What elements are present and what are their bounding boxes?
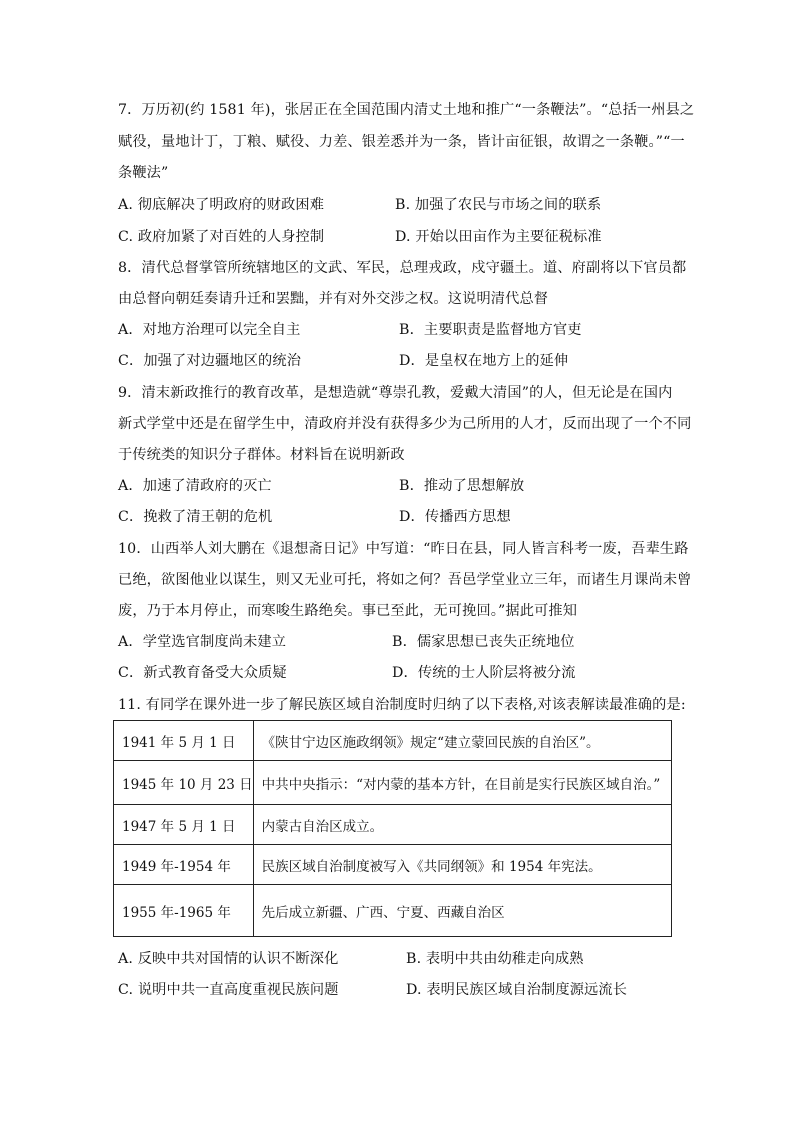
q9-option-c: C．挽救了清王朝的危机	[118, 509, 273, 525]
q7-option-a: A. 彻底解决了明政府的财政困难	[118, 197, 325, 213]
table-row	[114, 845, 672, 885]
q11-option-c: C. 说明中共一直高度重视民族问题	[118, 982, 339, 998]
table-row	[114, 885, 672, 937]
table-cell-date: 1955 年-1965 年	[114, 885, 254, 937]
q7-option-c: C. 政府加紧了对百姓的人身控制	[118, 229, 325, 245]
table-cell-date: 1945 年 10 月 23 日	[114, 761, 254, 805]
q8-option-d: D．是皇权在地方上的延伸	[399, 353, 569, 369]
q7-stem-line-1: 7．万历初(约 1581 年)，张居正在全国范围内清丈土地和推广“一条鞭法”。“总括一州县之	[118, 102, 695, 118]
q8-stem-line-2: 由总督向朝廷奏请升迁和罢黜，并有对外交涉之权。这说明清代总督	[118, 291, 549, 307]
table-cell-event: 民族区域自治制度被写入《共同纲领》和 1954 年宪法。	[253, 845, 671, 885]
q10-option-d: D．传统的士人阶层将被分流	[392, 665, 576, 681]
q8-option-a: A．对地方治理可以完全自主	[118, 322, 301, 338]
table-cell-event: 内蒙古自治区成立。	[253, 805, 671, 845]
q7-stem-line-3: 条鞭法”	[118, 165, 169, 181]
table-row	[114, 721, 672, 761]
table-row	[114, 761, 672, 805]
table-cell-date: 1949 年-1954 年	[114, 845, 254, 885]
q11-option-d: D. 表明民族区域自治制度源远流长	[406, 982, 628, 998]
q7-stem-line-2: 赋役，量地计丁，丁粮、赋役、力差、银差悉并为一条，皆计亩征银，故谓之一条鞭。”“一	[118, 134, 685, 150]
q11-stem: 11. 有同学在课外进一步了解民族区域自治制度时归纳了以下表格,对该表解读最准确的是:	[118, 697, 686, 713]
q10-stem-line-1: 10．山西举人刘大鹏在《退想斋日记》中写道：“昨日在县，同人皆言科考一废，吾辈生路	[118, 541, 689, 557]
q10-stem-line-3: 废，乃于本月停止，而寒唆生路绝矣。事已至此，无可挽回。”据此可推知	[118, 603, 578, 619]
table-cell-date: 1947 年 5 月 1 日	[114, 805, 254, 845]
q9-option-b: B．推动了思想解放	[399, 478, 525, 494]
q8-option-b: B．主要职责是监督地方官吏	[399, 322, 582, 338]
q9-stem-line-3: 于传统类的知识分子群体。材料旨在说明新政	[118, 447, 405, 463]
q10-option-c: C．新式教育备受大众质疑	[118, 665, 287, 681]
q10-stem-line-2: 已绝，欲图他业以谋生，则又无业可托，将如之何？吾邑学堂业立三年，而诸生月课尚未曾	[118, 572, 692, 588]
table-cell-event: 先后成立新疆、广西、宁夏、西藏自治区	[253, 885, 671, 937]
q11-option-b: B. 表明中共由幼稚走向成熟	[406, 951, 584, 967]
table-row	[114, 805, 672, 845]
q10-option-a: A．学堂选官制度尚未建立	[118, 634, 287, 650]
q7-option-b: B. 加强了农民与市场之间的联系	[395, 197, 602, 213]
q9-option-d: D．传播西方思想	[399, 509, 511, 525]
q9-stem-line-2: 新式学堂中还是在留学生中，清政府并没有获得多少为己所用的人才，反而出现了一个不同	[118, 416, 692, 432]
q9-option-a: A．加速了清政府的灭亡	[118, 478, 272, 494]
q9-stem-line-1: 9．清末新政推行的教育改革，是想造就“尊崇孔教，爱戴大清国”的人，但无论是在国内	[118, 385, 673, 401]
q11-option-a: A. 反映中共对国情的认识不断深化	[118, 951, 339, 967]
q10-option-b: B．儒家思想已丧失正统地位	[392, 634, 575, 650]
q7-option-d: D. 开始以田亩作为主要征税标准	[395, 229, 602, 245]
table-cell-event: 中共中央指示：“对内蒙的基本方针，在目前是实行民族区域自治。”	[253, 761, 671, 805]
q8-option-c: C．加强了对边疆地区的统治	[118, 353, 302, 369]
table-cell-event: 《陕甘宁边区施政纲领》规定“建立蒙回民族的自治区”。	[253, 721, 671, 761]
table-cell-date: 1941 年 5 月 1 日	[114, 721, 254, 761]
q8-stem-line-1: 8．清代总督掌管所统辖地区的文武、军民，总理戎政，戍守疆土。道、府副将以下官员都	[118, 260, 687, 276]
q11-table	[113, 720, 672, 937]
